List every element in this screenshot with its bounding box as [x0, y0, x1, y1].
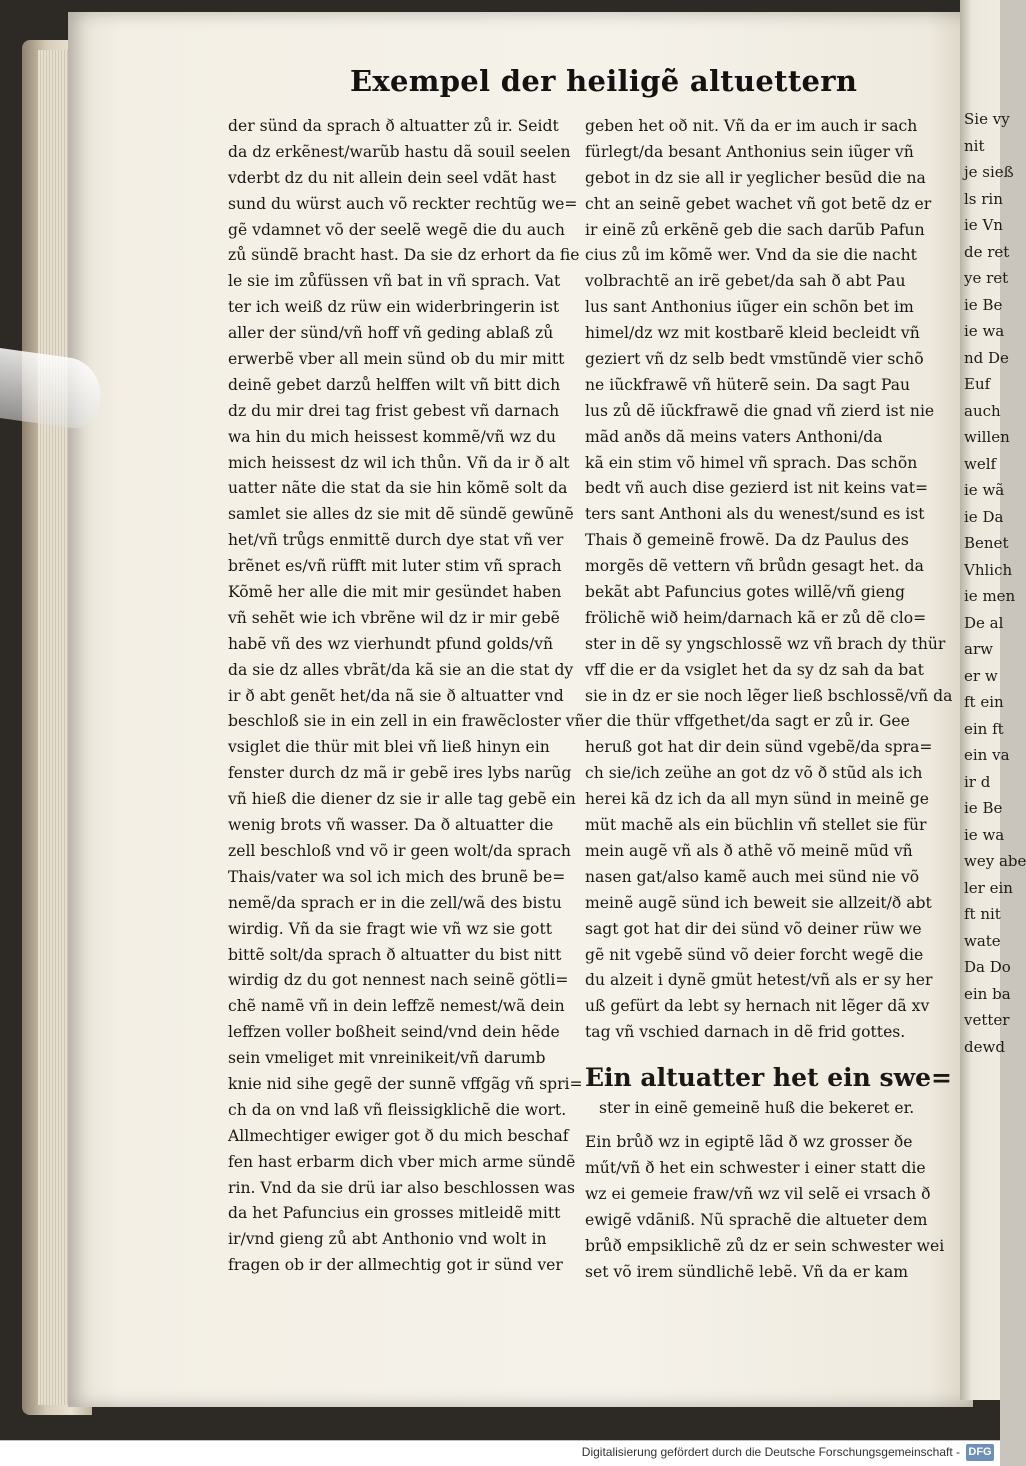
facing-page-fragment: welf	[964, 454, 997, 473]
text-line: ir einẽ zů erkẽnẽ geb die sach darũb Pafun	[585, 220, 925, 239]
facing-page-fragment: nd De	[964, 348, 1009, 367]
text-line: zů sündẽ bracht hast. Da sie dz erhort da fie	[228, 246, 580, 265]
text-line: frölichẽ wið heim/darnach kã er zů dẽ clo=	[585, 608, 927, 627]
text-line: ir/vnd gieng zů abt Anthonio vnd wolt in	[228, 1230, 547, 1249]
text-line: sein vmeliget mit vnreinikeit/vñ darumb	[228, 1049, 546, 1068]
left-column	[228, 114, 585, 1279]
text-line: der sünd da sprach ð altuatter zů ir. Seidt	[228, 117, 559, 135]
text-line: Thais ð gemeinẽ frowẽ. Da dz Paulus des	[585, 531, 909, 550]
running-head: Exempel der heiligẽ altuettern	[350, 64, 858, 98]
text-line: gebot in dz sie all ir yeglicher besũd die na	[585, 168, 926, 187]
text-line: da het Pafuncius ein grosses mitleidẽ mitt	[228, 1204, 561, 1223]
text-line: uatter nãte die stat da sie hin kõmẽ solt da	[228, 479, 568, 498]
facing-page-fragment: ie wã	[964, 481, 1005, 499]
text-line: wirdig. Vñ da sie fragt wie vñ wz sie gott	[228, 919, 552, 938]
facing-page-fragment: ie Be	[964, 295, 1003, 314]
text-line: vsiglet die thür mit blei vñ ließ hinyn ein	[228, 738, 550, 757]
text-line: ters sant Anthoni als du wenest/sund es ist	[585, 505, 925, 524]
facing-page-fragment: ein ba	[964, 984, 1011, 1003]
facing-page-fragment: ler ein	[964, 878, 1013, 897]
facing-page-fragment: ye ret	[964, 269, 1009, 287]
text-line: meinẽ augẽ sünd ich beweit sie allzeit/ð abt	[585, 893, 932, 912]
facing-page-fragment: ls rin	[964, 189, 1003, 208]
facing-page-fragment: ie men	[964, 587, 1016, 605]
text-line: samlet sie alles dz sie mit dẽ sündẽ gewũnẽ	[228, 505, 574, 524]
text-line: bekãt abt Pafuncius gotes willẽ/vñ gieng	[585, 583, 905, 602]
text-line: gẽ vdamnet võ der seelẽ wegẽ die du auch	[228, 220, 565, 239]
facing-page-fragment: ein va	[964, 746, 1010, 764]
text-line: uß gefürt da lebt sy hernach nit lẽger dã xv	[585, 997, 930, 1016]
text-line: lus zů dẽ iũckfrawẽ die gnad vñ zierd ist nie	[585, 401, 935, 420]
text-line: wz ei gemeie fraw/vñ wz vil selẽ ei vrsach ð	[585, 1184, 931, 1203]
text-line: vderbt dz du nit allein dein seel vdãt hast	[228, 168, 557, 187]
text-line: fen hast erbarm dich vber mich arme sündẽ	[228, 1152, 576, 1171]
facing-page-fragment: ie wa	[964, 322, 1005, 340]
text-line: habẽ vñ des wz vierhundt pfund golds/vñ	[228, 634, 554, 653]
text-line: brůð empsiklichẽ zů dz er sein schwester wei	[585, 1236, 945, 1255]
facing-page-fragment: ir d	[964, 772, 991, 791]
funding-credit: Digitalisierung gefördert durch die Deutsche Forschungsgemeinschaft -	[581, 1445, 960, 1459]
text-line: cht an seinẽ gebet wachet vñ got betẽ dz er	[585, 194, 932, 213]
facing-page-fragment: ie wa	[964, 825, 1005, 844]
facing-page-fragment: arw	[964, 640, 993, 658]
facing-page-fragment: Vhlich	[964, 560, 1013, 579]
text-line: ch da on vnd laß vñ fleissigklichẽ die wort.	[228, 1100, 567, 1119]
text-line: da sie dz alles vbrãt/da kã sie an die stat dy	[228, 660, 574, 679]
text-line: mein augẽ vñ als ð athẽ võ meinẽ mũd vñ	[585, 841, 913, 860]
text-line: da dz erkẽnest/warũb hastu dã souil seelen	[228, 142, 571, 161]
facing-page-fragment: nit	[964, 136, 985, 155]
facing-page-fragment: willen	[964, 428, 1010, 446]
dfg-logo-icon: DFG	[966, 1444, 994, 1461]
text-line: fenster durch dz mã ir gebẽ ires lybs narũg	[228, 764, 572, 783]
text-line: himel/dz wz mit kostbarẽ kleid becleidt vñ	[585, 324, 920, 343]
facing-page-fragment: je sieß	[964, 163, 1014, 181]
text-line: sie in dz er sie noch lẽger ließ bschlossẽ/vñ da	[585, 686, 953, 705]
text-line: set võ irem sündlichẽ lebẽ. Vñ da er kam	[585, 1262, 909, 1281]
facing-page-fragment: wate	[964, 931, 1001, 950]
text-line: er die thür vffgethet/da sagt er zů ir. Gee	[585, 712, 910, 731]
text-line: dz du mir drei tag frist gebest vñ darnach	[228, 401, 560, 420]
text-line: nemẽ/da sprach er in die zell/wã des bistu	[228, 893, 562, 912]
facing-page-fragment: ie Be	[964, 799, 1003, 817]
text-line: müt machẽ als ein büchlin vñ stellet sie für	[585, 816, 927, 835]
text-line: wenig brots vñ wasser. Da ð altuatter die	[228, 816, 554, 835]
text-line: ch sie/ich zeühe an got dz võ ð stũd als ich	[585, 764, 923, 783]
text-line: kã ein stim võ himel vñ sprach. Das schõn	[585, 453, 918, 472]
text-line: vñ hieß die diener dz sie ir alle tag gebẽ ein	[228, 790, 576, 809]
facing-page-fragment: ft ein	[964, 693, 1004, 711]
text-line: sund du würst auch võ reckter rechtũg we=	[228, 194, 578, 213]
text-line: cius zů im kõmẽ wer. Vnd da sie die nacht	[585, 246, 917, 265]
text-line: wa hin du mich heissest kommẽ/vñ wz du	[228, 427, 557, 446]
facing-page-fragment: de ret	[964, 242, 1010, 261]
text-line: herei kã dz ich da all myn sünd in meinẽ ge	[585, 790, 929, 809]
text-line: tag vñ vschied darnach in dẽ frid gottes.	[585, 1023, 906, 1042]
facing-page-fragment: ft nit	[964, 905, 1001, 923]
text-line: ne iũckfrawẽ vñ hüterẽ sein. Da sagt Pau	[585, 375, 911, 394]
text-line: mãd anðs dã meins vaters Anthoni/da	[585, 427, 883, 446]
facing-page-fragment: De al	[964, 613, 1004, 632]
text-line: het/vñ trůgs enmittẽ durch dye stat vñ ver	[228, 531, 564, 550]
next-page-edge	[960, 0, 1026, 1400]
text-line: beschloß sie in ein zell in ein frawẽcloster vñ	[228, 712, 585, 731]
chapter-subheading: ster in einẽ gemeinẽ huß die bekeret er.	[599, 1099, 915, 1118]
facing-page-fragment: vetter	[964, 1011, 1010, 1029]
text-line: brẽnet es/vñ rüfft mit luter stim vñ sprach	[228, 557, 562, 576]
text-line: Ein brůð wz in egiptẽ lãd ð wz grosser ðe	[585, 1133, 913, 1152]
text-line: morgẽs dẽ vettern vñ brůdn gesagt het. da	[585, 557, 924, 576]
facing-page-fragment: Euf	[964, 375, 991, 393]
text-line: erwerbẽ vber all mein sünd ob du mir mitt	[228, 350, 565, 369]
text-line: fragen ob ir der allmechtig got ir sünd ver	[228, 1256, 563, 1275]
facing-page-fragment: wey abe	[964, 852, 1026, 870]
text-line: lus sant Anthonius iũger ein schõn bet im	[585, 298, 914, 317]
text-line: vff die er da vsiglet het da sy dz sah da bat	[585, 660, 924, 679]
facing-page-fragment: Benet	[964, 534, 1009, 552]
text-line: mich heissest dz wil ich thůn. Vñ da ir ð alt	[228, 453, 570, 472]
text-line: zell beschloß vnd võ ir geen wolt/da sprach	[228, 841, 571, 860]
text-line: ster in dẽ sy yngschlossẽ wz vñ brach dy thür	[585, 634, 946, 653]
text-line: fürlegt/da besant Anthonius sein iũger vñ	[585, 142, 914, 161]
facing-page-fragment: ein ft	[964, 719, 1004, 738]
text-line: rin. Vnd da sie drü iar also beschlossen was	[228, 1178, 576, 1197]
facing-page-fragment: ie Vn	[964, 216, 1003, 234]
text-line: geziert vñ dz selb bedt vmstũndẽ vier schõ	[585, 350, 924, 369]
facing-page-fragment: dewd	[964, 1037, 1005, 1056]
text-line: nasen gat/also kamẽ auch mei sünd nie võ	[585, 867, 920, 886]
text-line: sagt got hat dir dei sünd võ deiner rüw we	[585, 919, 922, 938]
facing-page-fragment: ie Da	[964, 507, 1004, 526]
facing-page-fragment: Da Do	[964, 958, 1011, 976]
facing-page-fragment: auch	[964, 401, 1001, 420]
text-line: bedt vñ auch dise gezierd ist nit keins vat=	[585, 479, 929, 498]
right-column	[585, 114, 953, 1285]
text-line: deinẽ gebet darzů helffen wilt vñ bitt dich	[228, 375, 561, 394]
text-line: Allmechtiger ewiger got ð du mich beschaf	[228, 1126, 569, 1145]
text-line: wirdig dz du got nennest nach seinẽ götli=	[228, 971, 569, 990]
text-line: műt/vñ ð het ein schwester i einer statt die	[585, 1158, 926, 1177]
text-line: ewigẽ vdãniß. Nũ sprachẽ die altueter dem	[585, 1210, 928, 1229]
text-line: ir ð abt genẽt het/da nã sie ð altuatter vnd	[228, 686, 564, 705]
text-line: aller der sünd/vñ hoff vñ geding ablaß zů	[228, 324, 554, 343]
facing-page-fragment: er w	[964, 666, 998, 685]
text-line: chẽ namẽ vñ in dein leffzẽ nemest/wã dein	[228, 997, 565, 1016]
text-line: leffzen voller boßheit seind/vnd dein hẽde	[228, 1023, 560, 1042]
text-line: Thais/vater wa sol ich mich des brunẽ be=	[228, 867, 566, 886]
text-line: bittẽ solt/da sprach ð altuatter du bist nitt	[228, 945, 562, 964]
chapter-heading: Ein altuatter het ein swe=	[585, 1063, 952, 1093]
text-line: ter ich weiß dz rüw ein widerbringerin ist	[228, 298, 560, 317]
text-line: knie nid sihe gegẽ der sunnẽ vffgãg vñ spri=	[228, 1074, 583, 1093]
text-line: volbrachtẽ an irẽ gebet/da sah ð abt Pau	[585, 272, 906, 291]
text-line: le sie im zůfüssen vñ bat in vñ sprach. Vat	[228, 272, 561, 291]
text-line: du alzeit i dynẽ gmüt hetest/vñ als er sy her	[585, 971, 933, 990]
text-line: vñ sehẽt wie ich vbrẽne wil dz ir mir gebẽ	[228, 608, 560, 627]
text-line: Kõmẽ her alle die mit mir gesündet haben	[228, 583, 562, 602]
text-line: heruß got hat dir dein sünd vgebẽ/da spra=	[585, 738, 933, 757]
text-line: geben het oð nit. Vñ da er im auch ir sach	[585, 117, 918, 135]
footer-bar	[0, 1440, 1000, 1466]
facing-page-fragment: Sie vy	[964, 110, 1010, 128]
text-line: gẽ nit vgebẽ sünd võ deier forcht wegẽ die	[585, 945, 924, 964]
